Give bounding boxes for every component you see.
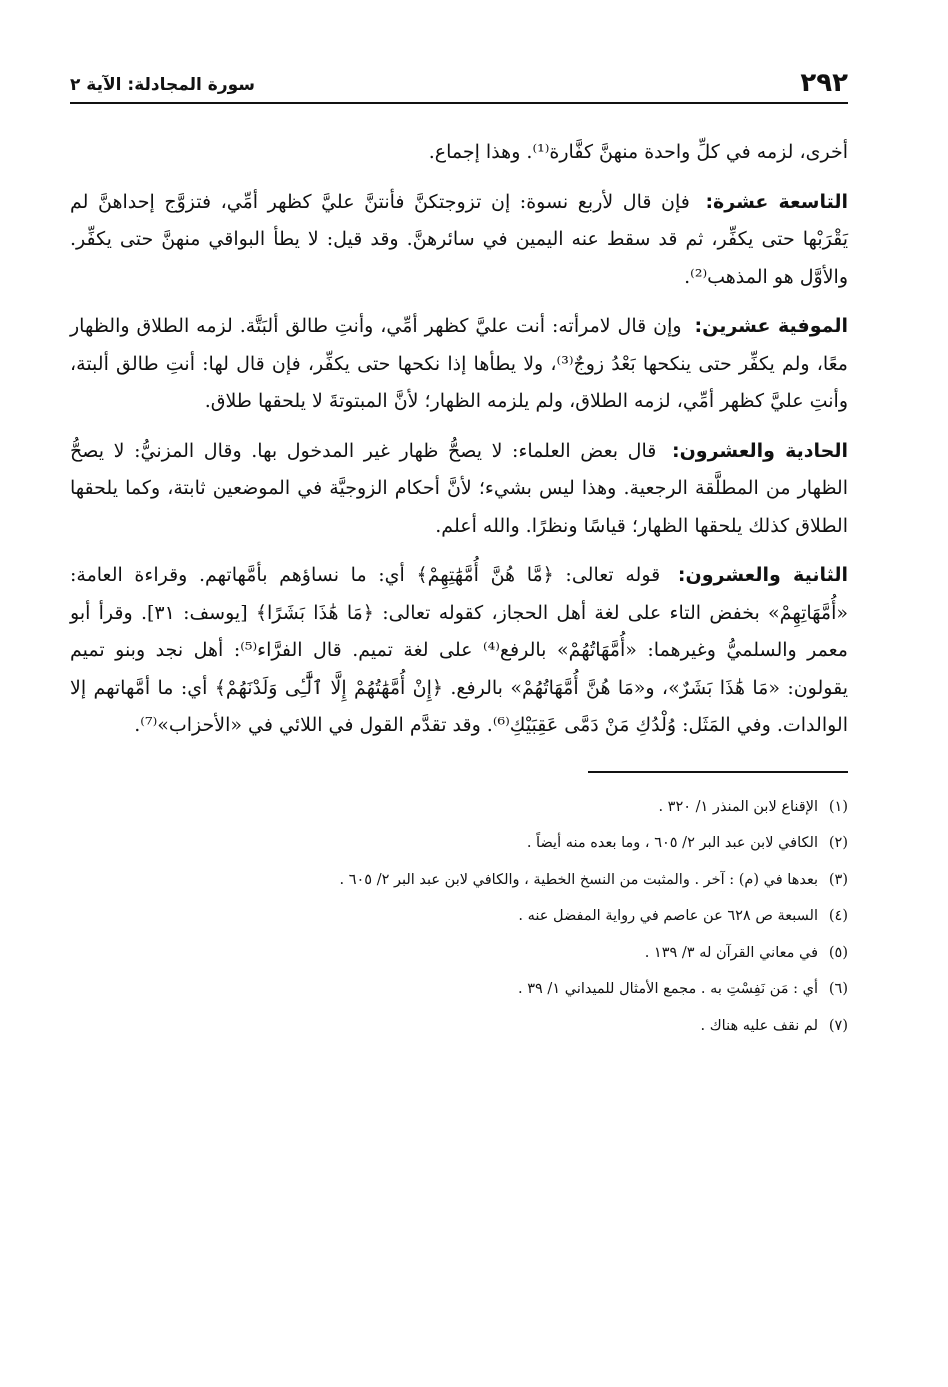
paragraph-issue-21 (70, 433, 848, 546)
page-number: ٢٩٢ (800, 68, 848, 98)
paragraph-text: قوله تعالى: ﴿مَّا هُنَّ أُمَّهَٰتِهِمْ﴾ أي: ما نساؤهم بأمَّهاتهم. وقراءة العامة: «أُمَّهَاتِهِمْ» بخفض التاء على لغة أهل الحجاز، كقوله تعالى: ﴿مَا هَٰذَا بَشَرًا﴾ [يوسف: ٣١]. وقرأ أبو معمر والسلميُّ وغيرهما: «أُمَّهَاتُهُمْ» بالرفع⁽⁴⁾ على لغة تميم. قال الفرَّاء⁽⁵⁾: أهل نجد وبنو تميم يقولون: «مَا هَٰذَا بَشَرٌ»، و«مَا هُنَّ أُمَّهَاتُهُمْ» بالرفع. ﴿إِنْ أُمَّهَٰتُهُمْ إِلَّا ٱلَّٰٓـِٔى وَلَدْنَهُمْ﴾ أي: ما أمَّهاتهم إلا الوالدات. وفي المَثَل: وُلْدُكِ مَنْ دَمَّى عَقِبَيْكِ⁽⁶⁾. وقد تقدَّم القول في اللائي في «الأحزاب»⁽⁷⁾. (70, 564, 848, 736)
issue-heading: الحادية والعشرون: (671, 439, 849, 462)
main-text (70, 134, 848, 745)
footnote-item (70, 789, 848, 826)
paragraph-text: فإن قال لأربع نسوة: إن تزوجتكنَّ فأنتنَّ عليَّ كظهر أمِّي، فتزوَّج إحداهنَّ لم يَقْرَبْها حتى يكفِّر، ثم قد سقط عنه اليمين في سائرهنَّ. وقد قيل: لا يطأ البواقي منهنَّ حتى يكفِّر. والأوَّل هو المذهب⁽²⁾. (70, 190, 848, 288)
paragraph-issue-20 (70, 308, 848, 421)
footnote-divider (588, 771, 848, 773)
footnote-text: لم نقف عليه هناك . (700, 1017, 818, 1034)
footnote-item (70, 971, 848, 1008)
page-header (70, 60, 848, 104)
footnote-number: (٦) (828, 981, 848, 997)
footnote-text: الإقناع لابن المنذر ١/ ٣٢٠ . (658, 798, 818, 815)
paragraph-issue-22 (70, 557, 848, 745)
footnotes (70, 789, 848, 1045)
footnote-item (70, 1008, 848, 1045)
paragraph-issue-19 (70, 184, 848, 297)
footnote-item (70, 898, 848, 935)
paragraph-text: أخرى، لزمه في كلِّ واحدة منهنَّ كفَّارة⁽¹⁾. وهذا إجماع. (428, 141, 848, 163)
running-title: سورة المجادلة: الآية ٢ (70, 75, 255, 95)
paragraph-text: قال بعض العلماء: لا يصحُّ ظهار غير المدخول بها. وقال المزنيُّ: لا يصحُّ الظهار من المطلَّقة الرجعية. وهذا ليس بشيء؛ لأنَّ أحكام الزوجيَّة في الموضعين ثابتة، وكما يلحقها الطلاق كذلك يلحقها الظهار؛ قياسًا ونظرًا. والله أعلم. (70, 439, 848, 537)
footnote-item (70, 825, 848, 862)
footnote-number: (١) (828, 798, 848, 815)
issue-heading: الموفية عشرين: (694, 315, 848, 337)
issue-heading: الثانية والعشرون: (677, 564, 848, 586)
footnote-number: (٢) (828, 835, 848, 851)
footnote-item (70, 935, 848, 972)
footnote-text: الكافي لابن عبد البر ٢/ ٦٠٥ ، وما بعده منه أيضاً . (526, 835, 818, 851)
footnote-number: (٧) (828, 1017, 848, 1034)
paragraph-continuation (70, 134, 848, 172)
paragraph-text: وإن قال لامرأته: أنت عليَّ كظهر أمِّي، وأنتِ طالق ألبَتَّة. لزمه الطلاق والظهار معًا، ولم يكفِّر حتى ينكحها بَعْدُ زوجٌ⁽³⁾، ولا يطأها إذا نكحها حتى يكفِّر، فإن قال لها: أنتِ طالق ألبتة، وأنتِ عليَّ كظهر أمِّي، لزمه الطلاق، ولم يلزمه الظهار؛ لأنَّ المبتوتةَ لا يلحقها طلاق. (70, 315, 848, 412)
footnote-number: (٣) (828, 871, 848, 888)
footnote-item (70, 862, 848, 899)
footnote-number: (٤) (828, 908, 848, 924)
footnote-text: أي : مَن نَفِسْتِ به . مجمع الأمثال للميداني ١/ ٣٩ . (518, 981, 818, 997)
footnote-text: في معاني القرآن له ٣/ ١٣٩ . (644, 944, 818, 961)
footnote-text: بعدها في (م) : آخر . والمثبت من النسخ الخطية ، والكافي لابن عبد البر ٢/ ٦٠٥ . (339, 871, 818, 888)
book-page (70, 60, 848, 1044)
footnote-text: السبعة ص ٦٢٨ عن عاصم في رواية المفضل عنه . (518, 908, 818, 924)
issue-heading: التاسعة عشرة: (705, 190, 849, 213)
footnote-number: (٥) (828, 944, 848, 961)
